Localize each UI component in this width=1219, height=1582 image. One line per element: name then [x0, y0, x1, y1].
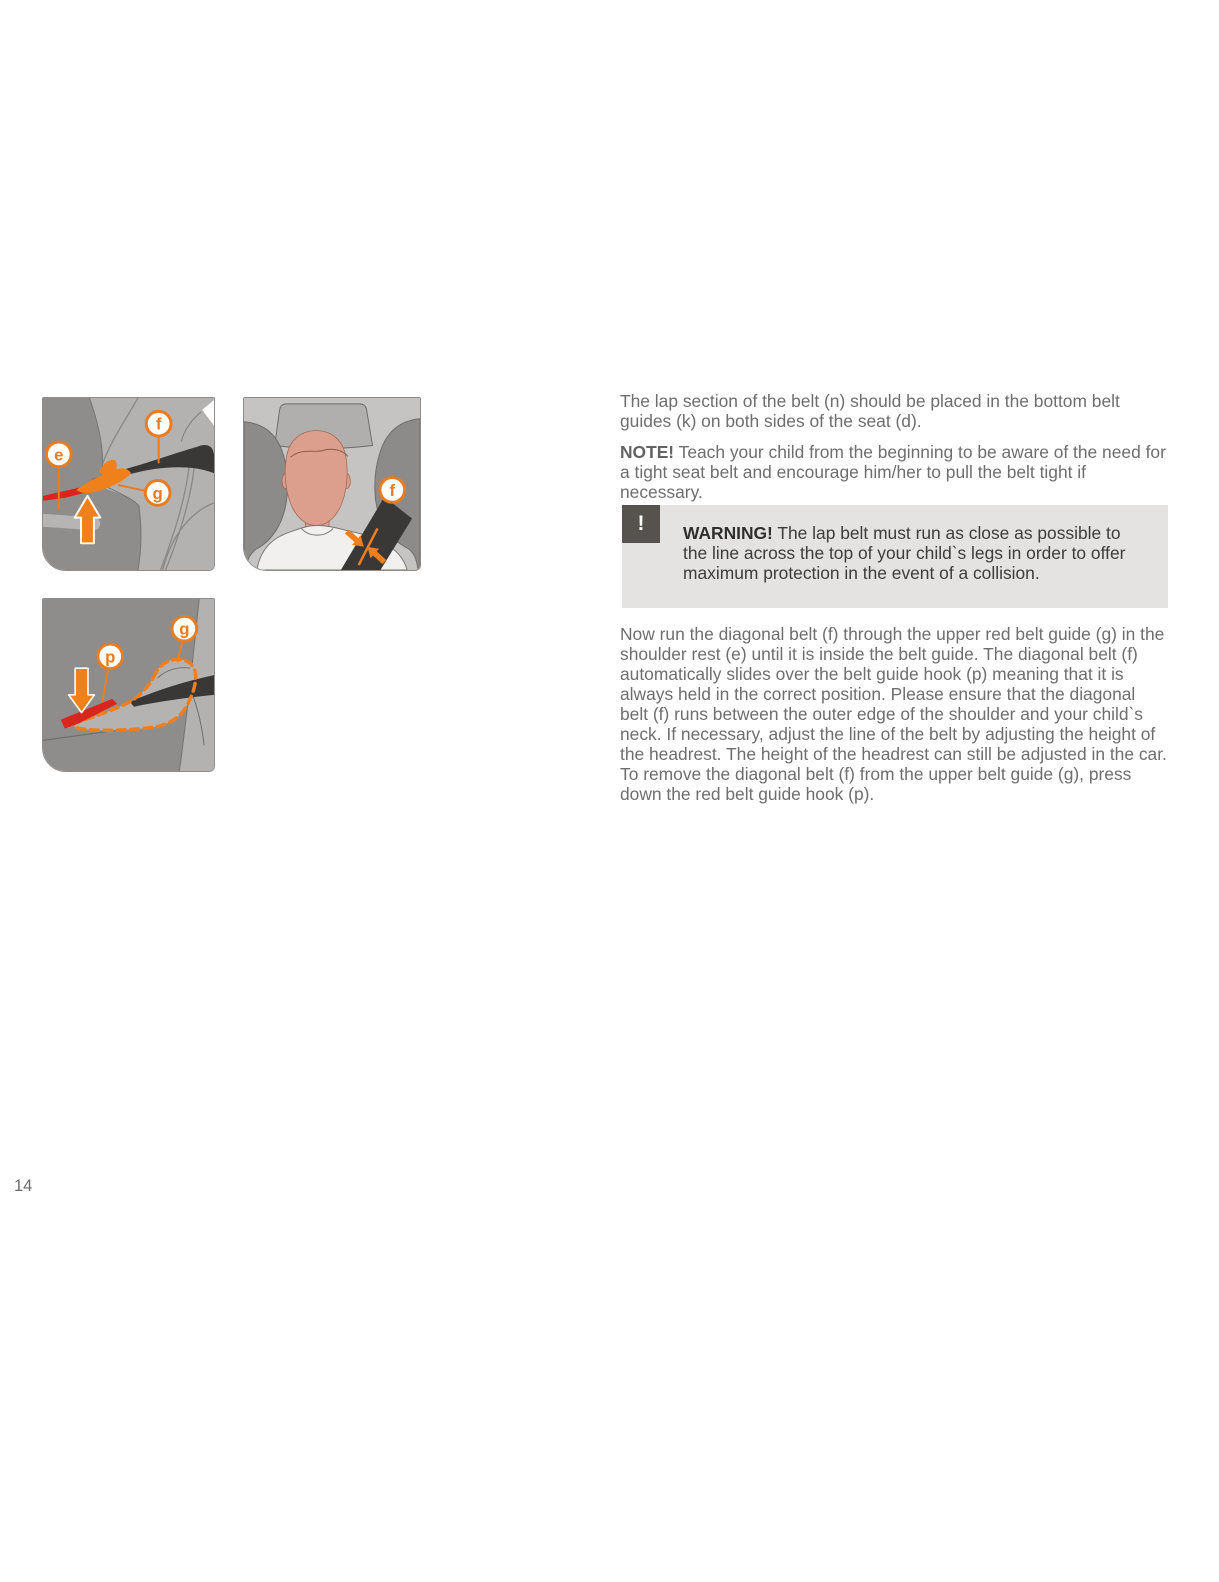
label-e: [46, 442, 71, 467]
warning-box: [622, 505, 1168, 608]
note-text: Teach your child from the beginning to be aware of the need for a tight seat belt and encourage him/her to pull the belt tight if necessary.: [620, 442, 1166, 502]
figure3-canvas: [43, 599, 214, 771]
figure1-canvas: [43, 398, 214, 570]
paragraph-note: [620, 442, 1168, 502]
note-label: NOTE!: [620, 442, 675, 462]
svg-text:f: f: [155, 414, 162, 434]
warning-label: WARNING!: [683, 523, 773, 543]
label-g: [145, 481, 170, 506]
label-f: [380, 478, 405, 503]
svg-text:g: g: [179, 619, 190, 639]
svg-text:g: g: [152, 483, 163, 503]
paragraph-diagonal-belt: Now run the diagonal belt (f) through the upper red belt guide (g) in the shoulder rest (e) until it is inside the belt guide. The diagonal belt (f) automatically slides over the belt guide hook (p) meaning that it is always held in the correct position. Please ensure that the diagonal belt (f) runs between the outer edge of the shoulder and your child`s neck. If necessary, adjust the line of the belt by adjusting the height of the headrest. The height of the headrest can still be adjusted in the car. To remove the diagonal belt (f) from the upper belt guide (g), press down the red belt guide hook (p).: [620, 624, 1167, 804]
figure-belt-guide-hook: [42, 598, 215, 772]
label-g: [172, 616, 197, 641]
label-p: [98, 644, 123, 669]
page-number: 14: [14, 1177, 33, 1195]
svg-text:f: f: [389, 480, 396, 500]
warning-body-text: The lap belt must run as close as possible to the line across the top of your child`s legs in order to offer maximum protection in the event of a collision.: [683, 523, 1126, 583]
child-face: [285, 431, 347, 526]
warning-exclamation-icon: !: [622, 505, 660, 543]
svg-text:p: p: [105, 647, 116, 667]
label-f: [146, 411, 171, 436]
svg-text:e: e: [54, 445, 64, 465]
figure2-canvas: [244, 398, 420, 570]
paragraph-lap-belt: The lap section of the belt (n) should be placed in the bottom belt guides (k) on both sides of the seat (d).: [620, 391, 1120, 431]
warning-paragraph: [683, 523, 1135, 583]
figure-belt-guide-side-view: [42, 397, 215, 571]
figure-child-shoulder-belt: [243, 397, 421, 571]
